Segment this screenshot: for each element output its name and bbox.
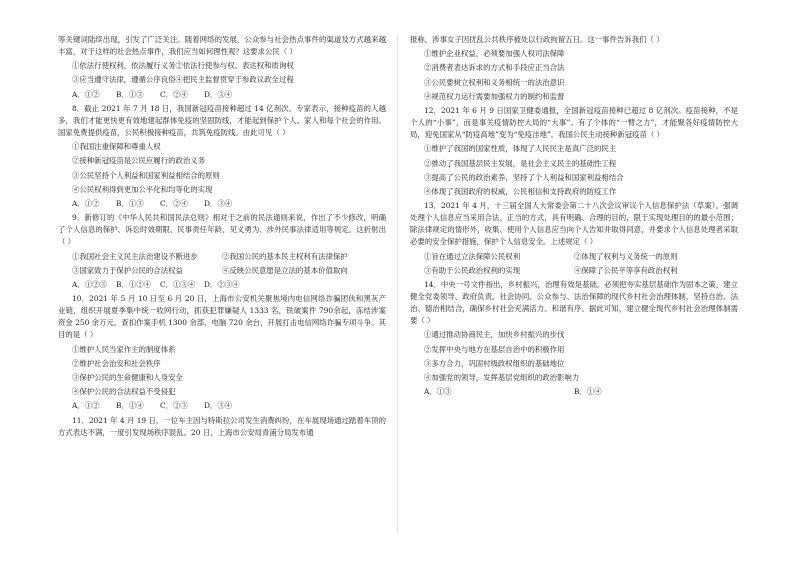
q12-option-3: ③提高了公民的政治素养，坚持了个人利益和国家利益相结合	[424, 172, 624, 182]
q14-stem: 14．中央一号文件指出，乡村振兴，治理有效是基础。必须把夯实基层基础作为固本之策，建立健全党委领导、政府负责、社会协同、公众参与、法治保障的现代乡村社会治理体制，坚持自治、法治、德治相结合，确保乡村社会充满活力、和谐有序。据此可知，建立健全现代乡村社会治理体制需要（ ）	[410, 279, 738, 326]
q7-stem: 等关键词陆续出现，引发了广泛关注。随着网络的发展，公众参与社会热点事件的渠道及方式越来越丰富，对于这样的社会热点事件，我们应当如何理性观？这要求公民（ ）	[58, 35, 386, 57]
q11-stem-continued: 报称，涉事女子因扰乱公共秩序被处以行政拘留五日。这一事件告诉我们（ ）	[410, 35, 664, 44]
q11-option-1: ①维护企业权益，必须要加强人权司法保障	[424, 49, 565, 59]
q10-option-1: ①维护人民当家作主的制度体系	[72, 344, 176, 354]
q8-choices: A．①② B．①③ C．②④ D．③④	[72, 198, 233, 208]
q8-option-2: ②接种新冠疫苗是公民应履行的政治义务	[72, 156, 206, 166]
q12-option-4: ④体现了我国政府的权威，公民相信和支持政府的防疫工作	[424, 186, 617, 196]
q14-choices: A．①③ B．①④	[424, 387, 602, 397]
q13-options-row-2: ③有助于公民政治权利的实现 ④保障了公民平等享有政治权利	[424, 265, 678, 275]
q9-options-row-1: ①我国社会主义民主法治建设不断进步 ②我国公民的基本民主权利有法律保护	[72, 251, 348, 261]
q9-options-row-2: ③国家致力于保护公民的合法权益 ④反映公民意愿是立法的基本价值取向	[72, 265, 348, 275]
q14-option-4: ④加强党的领导，发挥基层党组织的政治影响力	[424, 372, 580, 382]
q8-option-3: ③公民坚持个人利益和国家利益相结合的原则	[72, 170, 220, 180]
q14-option-1: ①通过推动协商民主，加快乡村振兴的步伐	[424, 330, 565, 340]
q9-stem: 9．新修订的《中华人民共和国民法总则》相对于之前的民法通则来说，作出了不少修改，明确了个人信息的保护、诉讼时效期限、民事责任年龄、见义勇为、涉外民事法律适用等规定。这折射出（ ）	[58, 213, 386, 247]
q12-option-1: ①维护了我国的国家性质，体现了人民民主是真广泛的民主	[424, 144, 617, 154]
q10-option-4: ④保护公民的合法权益不受侵犯	[72, 387, 176, 397]
q11-stem: 11．2021 年 4 月 19 日，一位车主因与特斯拉公司发生消费纠纷，在车展现场通过踏着车顶的方式表达不满，一度引发现场秩序混乱。20 日，上海市公安局青浦分局发布通	[58, 415, 386, 437]
q8-option-1: ①我国注重保障和尊重人权	[72, 142, 161, 152]
q11-option-4: ④规范权力运行需要加强权力的制约和监督	[424, 91, 565, 101]
q13-stem: 13．2021 年 4 月，十三届全国人大常委会第二十八次会议审议个人信息保护法（草案）。强调处理个人信息应当采用合法、正当的方式，具有明确、合理的目的，限于实现处理目的的最小范围；除法律规定的情形外，收集、使用个人信息应当向个人告知并取得同意，并要求个人信息处理者采取必要的安全保护措施，保护个人信息安全。上述规定（ ）	[410, 201, 738, 247]
q7-choices: A．①② B．①③ C．②④ D．③④	[72, 89, 233, 99]
q11-option-3: ③公民要树立权利和义务相统一的法治意识	[424, 77, 565, 87]
q14-option-3: ③多方合力，巩固村级政权组织的基础地位	[424, 358, 565, 368]
q10-choices: A．①② B．①④ C．②③ D．③④	[72, 401, 233, 411]
column-divider	[397, 34, 398, 534]
q14-option-2: ②发挥中央与地方在基层自治中的积极作用	[424, 344, 565, 354]
q12-option-2: ②推动了我国基层民主发展，是社会主义民主的基础性工程	[424, 158, 617, 168]
q11-option-2: ②消费者表达诉求的方式和手段应正当合法	[424, 63, 565, 73]
q8-stem: 8．截止 2021 年 7 月 18 日，我国新冠疫苗接种超过 14 亿剂次。专家表示，接种疫苗的人越多，我们才能更快更有效地建起群体免疫的坚固防线，才能起到保护个人、家人和每个社会的作用。国家免费提供疫苗，公民积极接种疫苗，共筑免疫防线。由此可见（ ）	[58, 103, 386, 138]
right-column	[410, 34, 738, 400]
q9-choices: A．①②③ B．①②④ C．①③④ D．②③④	[72, 279, 240, 289]
q12-stem: 12．2021 年 6 月 9 日国家卫健委通报，全国新冠疫苗接种已超过 8 亿剂次。疫苗接种，不是个人的“小事”，而是事关疫情防控大局的“大事”。有了个体的“一臂之力”，才能聚各好疫情防控大局，迎免国家从“防疫高地”变为“免疫洼地”。我国公民主动接种新冠疫苗（ ）	[410, 105, 738, 140]
q7-option-1: ①依法行使权利，依法履行义务②依法行使参与权、表达权和质询权	[72, 61, 294, 71]
q10-option-3: ③保护公民的生命健康和人身安全	[72, 372, 183, 382]
left-column	[58, 34, 386, 441]
q13-options-row-1: ①旨在通过立法保障公民权利 ②体现了权利与义务统一的原则	[424, 251, 678, 261]
q10-option-2: ②维护社会治安和社会秩序	[72, 358, 161, 368]
q8-option-4: ④公民权利得到更加公平化和均等化的实现	[72, 184, 213, 194]
q10-stem: 10．2021 年 5 月 10 日至 6 月 20 日，上海市公安机关聚焦境内电信网络诈骗团伙和黑灰产业链，组织开展夏季集中统一收网行动，抓获犯罪嫌疑人 1333 名，铁破案件 790余起，冻结涉案资金 250 余万元，查扣作案手机 1300 余部、电脑 720 余台，开展打击电信网络诈骗专项斗争。其目的是（ ）	[58, 294, 386, 340]
q7-option-2: ③应当遵守法律，遵循公序良俗④把民主监督贯穿于参政议政全过程	[72, 75, 294, 85]
